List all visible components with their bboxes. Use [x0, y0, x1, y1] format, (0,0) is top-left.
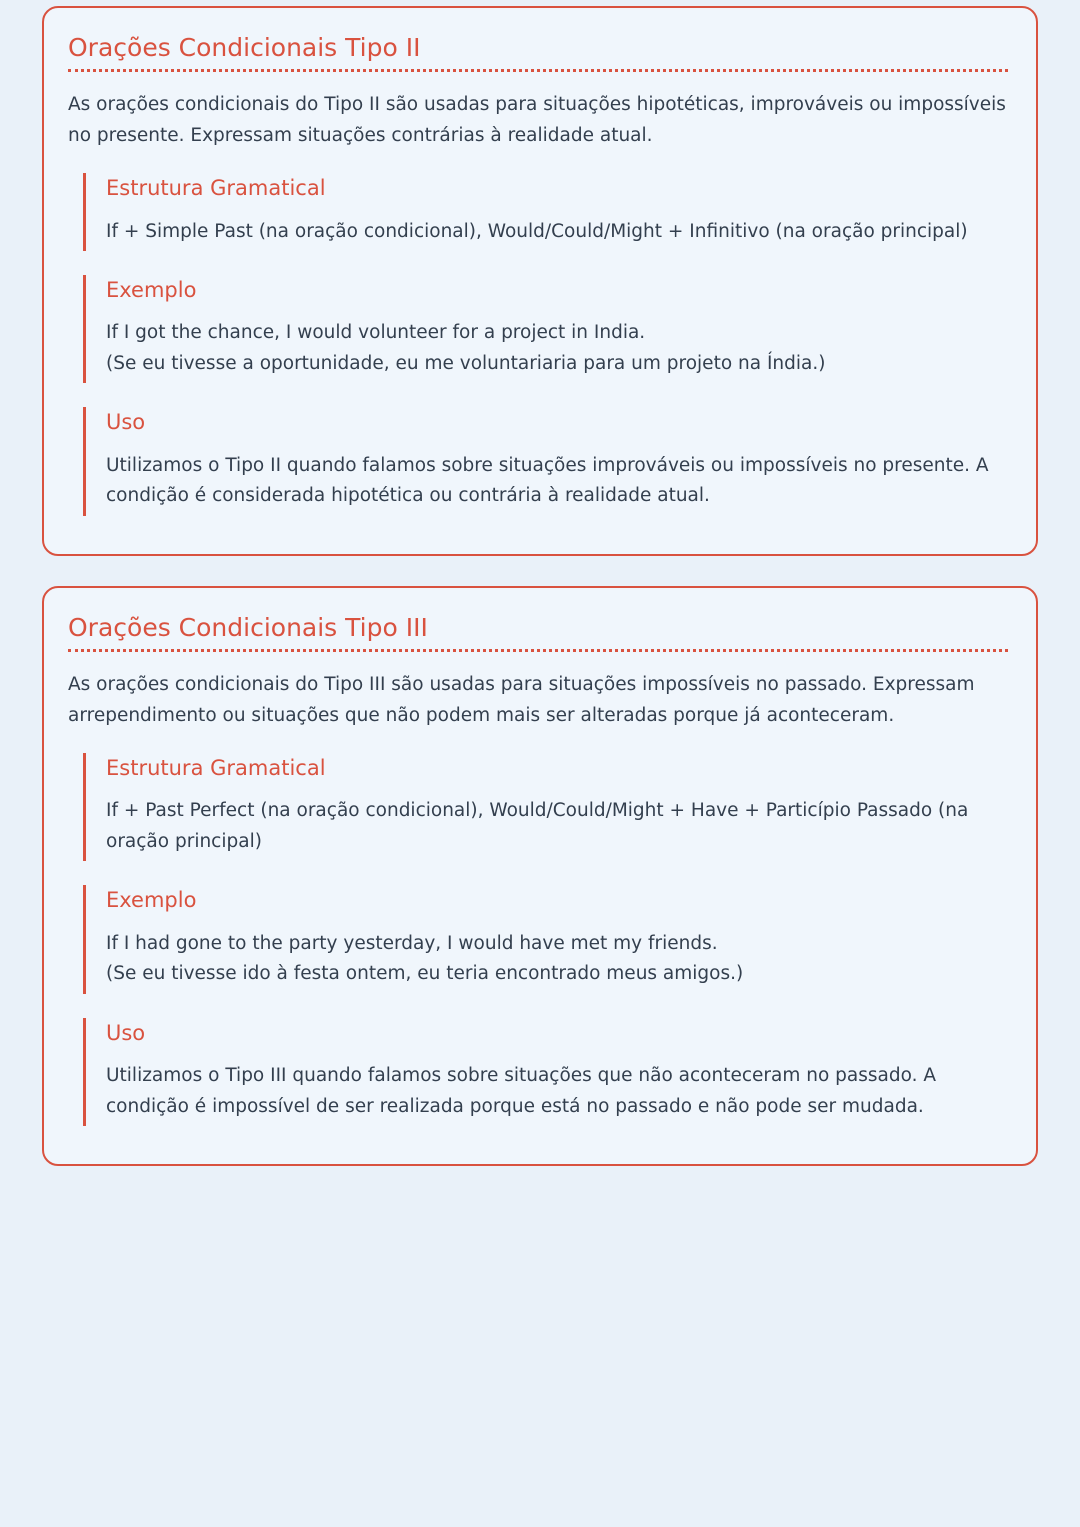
section-exemplo	[83, 885, 1008, 993]
section-text: If + Simple Past (na oração condicional), Would/Could/Might + Infinitivo (na oração principal)	[106, 220, 968, 242]
section-heading: Uso	[106, 410, 146, 435]
section-heading: Estrutura Gramatical	[106, 176, 326, 201]
card-intro: As orações condicionais do Tipo II são usadas para situações hipotéticas, improváveis ou impossíveis no presente. Expressam situações contrárias à realidade atual.	[68, 94, 1006, 146]
section-estrutura-gramatical	[83, 753, 1008, 861]
section-uso	[83, 1018, 1008, 1126]
title-dotted-divider	[68, 69, 1008, 72]
section-heading: Uso	[106, 1020, 146, 1045]
section-heading: Exemplo	[106, 888, 197, 913]
card-intro: As orações condicionais do Tipo III são usadas para situações impossíveis no passado. Expressam arrependimento ou situações que não podem mais ser alteradas porque já aconteceram.	[68, 674, 975, 726]
card-title: Orações Condicionais Tipo III	[68, 612, 428, 642]
example-sentence: If I got the chance, I would volunteer for a project in India.	[106, 322, 646, 344]
card-tipo-2	[42, 6, 1038, 556]
section-uso	[83, 407, 1008, 515]
section-text: Utilizamos o Tipo II quando falamos sobre situações improváveis ou impossíveis no presente. A condição é considerada hipotética ou contrária à realidade atual.	[106, 454, 989, 507]
section-text: Utilizamos o Tipo III quando falamos sobre situações que não aconteceram no passado. A condição é impossível de ser realizada porque está no passado e não pode ser mudada.	[106, 1064, 937, 1117]
section-text: If + Past Perfect (na oração condicional), Would/Could/Might + Have + Particípio Passado (na oração principal)	[106, 800, 969, 852]
section-heading: Exemplo	[106, 278, 197, 303]
example-translation: (Se eu tivesse a oportunidade, eu me voluntariaria para um projeto na Índia.)	[106, 352, 826, 374]
title-dotted-divider	[68, 649, 1008, 652]
example-sentence: If I had gone to the party yesterday, I would have met my friends.	[106, 932, 718, 954]
card-title: Orações Condicionais Tipo II	[68, 33, 421, 62]
section-exemplo	[83, 275, 1008, 383]
example-translation: (Se eu tivesse ido à festa ontem, eu teria encontrado meus amigos.)	[106, 963, 744, 985]
section-heading: Estrutura Gramatical	[106, 756, 326, 781]
card-tipo-3	[42, 586, 1038, 1166]
section-estrutura-gramatical	[83, 173, 1008, 251]
